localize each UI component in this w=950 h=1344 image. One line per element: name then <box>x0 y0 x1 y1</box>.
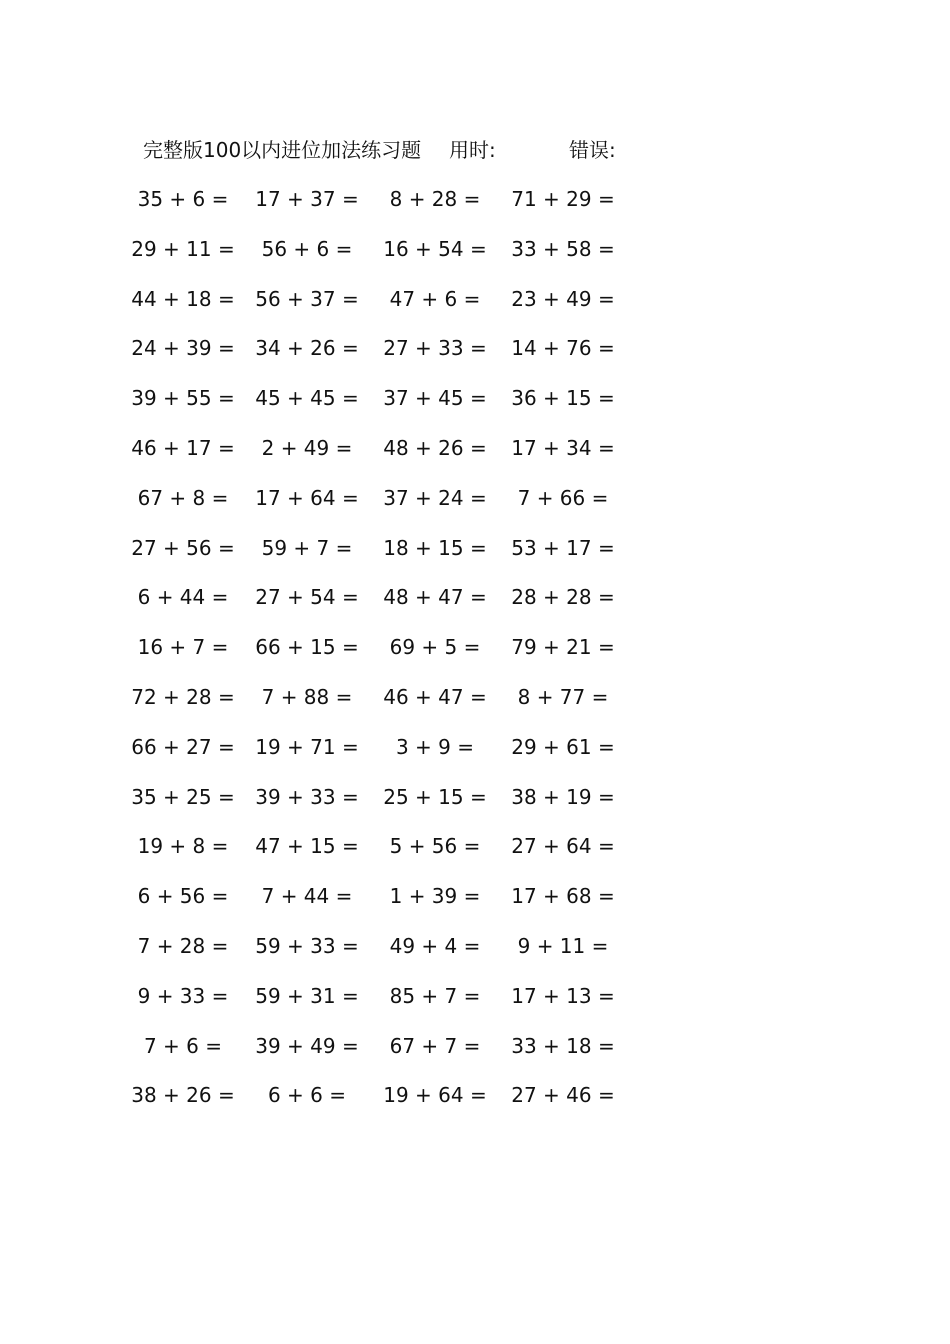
problem-row <box>0 733 950 761</box>
addition-problem: 16 + 54 = <box>383 236 487 261</box>
problem-row <box>0 583 950 611</box>
addition-problem: 7 + 44 = <box>261 884 353 909</box>
addition-problem: 59 + 33 = <box>255 934 359 958</box>
problem-row <box>0 384 950 412</box>
addition-problem: 27 + 54 = <box>255 585 359 610</box>
addition-problem: 17 + 64 = <box>255 485 359 510</box>
addition-problem: 17 + 37 = <box>255 187 359 211</box>
problem-row <box>0 185 950 213</box>
problem-row <box>0 683 950 711</box>
problem-row <box>0 285 950 313</box>
addition-problem: 36 + 15 = <box>511 386 615 411</box>
addition-problem: 5 + 56 = <box>389 834 481 859</box>
addition-problem: 47 + 6 = <box>389 286 481 311</box>
addition-problem: 27 + 33 = <box>383 336 487 361</box>
addition-problem: 69 + 5 = <box>389 635 481 660</box>
addition-problem: 6 + 6 = <box>267 1083 347 1108</box>
addition-problem: 85 + 7 = <box>389 983 481 1008</box>
addition-problem: 67 + 8 = <box>137 485 229 510</box>
addition-problem: 33 + 18 = <box>511 1033 615 1058</box>
addition-problem: 19 + 8 = <box>137 834 229 859</box>
addition-problem: 45 + 45 = <box>255 386 359 411</box>
addition-problem: 35 + 6 = <box>137 187 229 211</box>
problem-row <box>0 633 950 661</box>
addition-problem: 53 + 17 = <box>511 535 615 560</box>
addition-problem: 71 + 29 = <box>511 187 615 211</box>
problem-row <box>0 434 950 462</box>
addition-problem: 47 + 15 = <box>255 834 359 859</box>
addition-problem: 19 + 71 = <box>255 734 359 759</box>
addition-problem: 38 + 19 = <box>511 784 615 809</box>
addition-problem: 2 + 49 = <box>261 436 353 460</box>
addition-problem: 79 + 21 = <box>511 635 615 660</box>
addition-problem: 29 + 61 = <box>511 734 615 759</box>
addition-problem: 48 + 47 = <box>383 585 487 610</box>
problem-row <box>0 783 950 811</box>
problem-row <box>0 932 950 960</box>
problem-row <box>0 484 950 512</box>
addition-problem: 56 + 37 = <box>255 286 359 311</box>
addition-problem: 38 + 26 = <box>131 1083 235 1108</box>
addition-problem: 39 + 55 = <box>131 386 235 411</box>
addition-problem: 3 + 9 = <box>395 734 475 759</box>
addition-problem: 24 + 39 = <box>131 336 235 361</box>
addition-problem: 9 + 11 = <box>517 934 609 958</box>
worksheet-title: 完整版100以内进位加法练习题 <box>143 138 422 162</box>
addition-problem: 6 + 44 = <box>137 585 229 610</box>
problem-row <box>0 982 950 1010</box>
addition-problem: 7 + 6 = <box>143 1033 223 1058</box>
addition-problem: 59 + 7 = <box>261 535 353 560</box>
addition-problem: 56 + 6 = <box>261 236 353 261</box>
addition-problem: 33 + 58 = <box>511 236 615 261</box>
addition-problem: 39 + 49 = <box>255 1033 359 1058</box>
addition-problem: 27 + 64 = <box>511 834 615 859</box>
addition-problem: 8 + 28 = <box>389 187 481 211</box>
problem-row <box>0 534 950 562</box>
addition-problem: 66 + 27 = <box>131 734 235 759</box>
addition-problem: 9 + 33 = <box>137 983 229 1008</box>
addition-problem: 14 + 76 = <box>511 336 615 361</box>
addition-problem: 17 + 34 = <box>511 436 615 460</box>
addition-problem: 1 + 39 = <box>389 884 481 909</box>
problem-row <box>0 832 950 860</box>
problem-row <box>0 334 950 362</box>
addition-problem: 8 + 77 = <box>517 685 609 709</box>
addition-problem: 37 + 24 = <box>383 485 487 510</box>
addition-problem: 72 + 28 = <box>131 685 235 709</box>
addition-problem: 19 + 64 = <box>383 1083 487 1108</box>
addition-problem: 29 + 11 = <box>131 236 235 261</box>
time-used-label: 用时: <box>449 138 496 162</box>
addition-problem: 39 + 33 = <box>255 784 359 809</box>
addition-problem: 18 + 15 = <box>383 535 487 560</box>
addition-problem: 66 + 15 = <box>255 635 359 660</box>
problem-row <box>0 1032 950 1060</box>
addition-problem: 27 + 56 = <box>131 535 235 560</box>
addition-problem: 7 + 88 = <box>261 685 353 709</box>
addition-problem: 25 + 15 = <box>383 784 487 809</box>
addition-problem: 28 + 28 = <box>511 585 615 610</box>
addition-problem: 48 + 26 = <box>383 436 487 460</box>
problem-row <box>0 235 950 263</box>
addition-problem: 59 + 31 = <box>255 983 359 1008</box>
addition-problem: 16 + 7 = <box>137 635 229 660</box>
addition-problem: 27 + 46 = <box>511 1083 615 1108</box>
addition-problem: 67 + 7 = <box>389 1033 481 1058</box>
addition-problem: 49 + 4 = <box>389 934 481 958</box>
addition-problem: 7 + 66 = <box>517 485 609 510</box>
addition-problem: 35 + 25 = <box>131 784 235 809</box>
addition-problem: 34 + 26 = <box>255 336 359 361</box>
addition-problem: 46 + 47 = <box>383 685 487 709</box>
addition-problem: 7 + 28 = <box>137 934 229 958</box>
addition-problem: 44 + 18 = <box>131 286 235 311</box>
addition-problem: 6 + 56 = <box>137 884 229 909</box>
addition-problem: 37 + 45 = <box>383 386 487 411</box>
addition-problem: 46 + 17 = <box>131 436 235 460</box>
problem-row <box>0 882 950 910</box>
addition-problem: 23 + 49 = <box>511 286 615 311</box>
addition-problem: 17 + 68 = <box>511 884 615 909</box>
error-count-label: 错误: <box>569 138 616 162</box>
problem-row <box>0 1081 950 1109</box>
addition-problem: 17 + 13 = <box>511 983 615 1008</box>
